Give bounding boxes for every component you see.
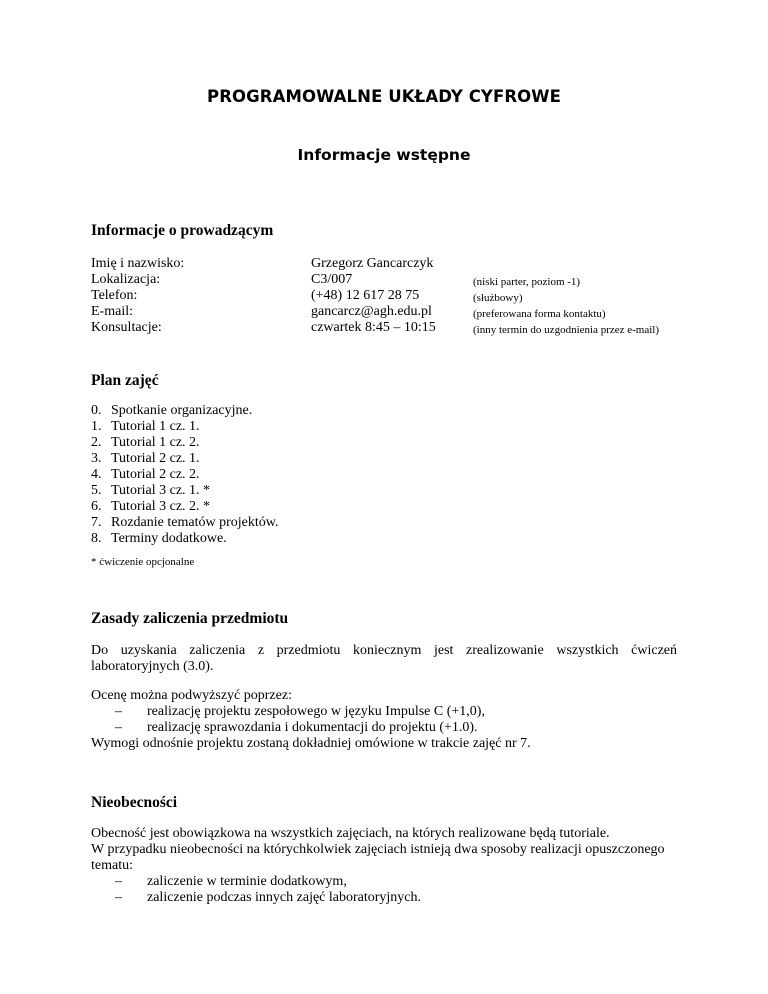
absences-line: Obecność jest obowiązkowa na wszystkich zajęciach, na których realizowane będą tutoriale.	[91, 826, 610, 841]
plan-heading: Plan zajęć	[91, 372, 159, 389]
note-location: (niski parter, poziom -1)	[473, 276, 581, 288]
grading-paragraph	[91, 643, 677, 675]
absences-line: tematu:	[91, 858, 133, 873]
list-number: 7.	[91, 515, 102, 530]
value-phone: (+48) 12 617 28 75	[311, 288, 420, 303]
list-number: 3.	[91, 451, 102, 466]
list-number: 5.	[91, 483, 102, 498]
list-text: Tutorial 3 cz. 1. *	[111, 483, 211, 498]
dash-bullet: –	[115, 890, 122, 905]
value-location: C3/007	[311, 272, 353, 287]
label-phone: Telefon:	[91, 288, 138, 303]
grading-para-line: laboratoryjnych (3.0).	[91, 659, 214, 674]
instructor-heading: Informacje o prowadzącym	[91, 222, 274, 239]
absences-line: W przypadku nieobecności na którychkolwiek zajęciach istnieją dwa sposoby realizacji opuszczonego	[91, 842, 665, 857]
note-consultations: (inny termin do uzgodnienia przez e-mail)	[473, 324, 660, 336]
value-name: Grzegorz Gancarczyk	[311, 256, 434, 271]
list-text: Tutorial 1 cz. 2.	[111, 435, 200, 450]
list-text: Tutorial 2 cz. 2.	[111, 467, 200, 482]
absences-heading: Nieobecności	[91, 794, 178, 811]
label-location: Lokalizacja:	[91, 272, 161, 287]
list-number: 1.	[91, 419, 102, 434]
value-email: gancarcz@agh.edu.pl	[311, 304, 432, 319]
document-title: PROGRAMOWALNE UKŁADY CYFROWE	[207, 87, 561, 106]
list-text: Tutorial 3 cz. 2. *	[111, 499, 211, 514]
document-subtitle: Informacje wstępne	[297, 146, 471, 164]
list-text: Spotkanie organizacyjne.	[111, 403, 253, 418]
label-email: E-mail:	[91, 304, 133, 319]
list-text: zaliczenie podczas innych zajęć laboratoryjnych.	[147, 890, 422, 905]
grading-para-line: Do uzyskania zaliczenia z przedmiotu koniecznym jest zrealizowanie wszystkich ćwiczeń	[91, 643, 677, 658]
list-number: 6.	[91, 499, 102, 514]
list-text: Tutorial 2 cz. 1.	[111, 451, 200, 466]
value-consultations: czwartek 8:45 – 10:15	[311, 320, 436, 335]
note-email: (preferowana forma kontaktu)	[473, 308, 606, 320]
label-consultations: Konsultacje:	[91, 320, 162, 335]
note-phone: (służbowy)	[473, 292, 523, 304]
list-text: Terminy dodatkowe.	[111, 531, 227, 546]
plan-footnote: * ćwiczenie opcjonalne	[91, 556, 195, 568]
grading-note: Wymogi odnośnie projektu zostaną dokładniej omówione w trakcie zajęć nr 7.	[91, 736, 531, 751]
label-name: Imię i nazwisko:	[91, 256, 185, 271]
list-text: Tutorial 1 cz. 1.	[111, 419, 200, 434]
dash-bullet: –	[115, 874, 122, 889]
list-number: 0.	[91, 403, 102, 418]
list-number: 8.	[91, 531, 102, 546]
dash-bullet: –	[115, 720, 122, 735]
grading-intro: Ocenę można podwyższyć poprzez:	[91, 688, 292, 703]
list-text: realizację sprawozdania i dokumentacji do projektu (+1.0).	[147, 720, 478, 735]
list-text: realizację projektu zespołowego w języku Impulse C (+1,0),	[147, 704, 485, 719]
list-number: 4.	[91, 467, 102, 482]
dash-bullet: –	[115, 704, 122, 719]
list-number: 2.	[91, 435, 102, 450]
list-text: zaliczenie w terminie dodatkowym,	[147, 874, 347, 889]
list-text: Rozdanie tematów projektów.	[111, 515, 279, 530]
grading-heading: Zasady zaliczenia przedmiotu	[91, 610, 289, 627]
